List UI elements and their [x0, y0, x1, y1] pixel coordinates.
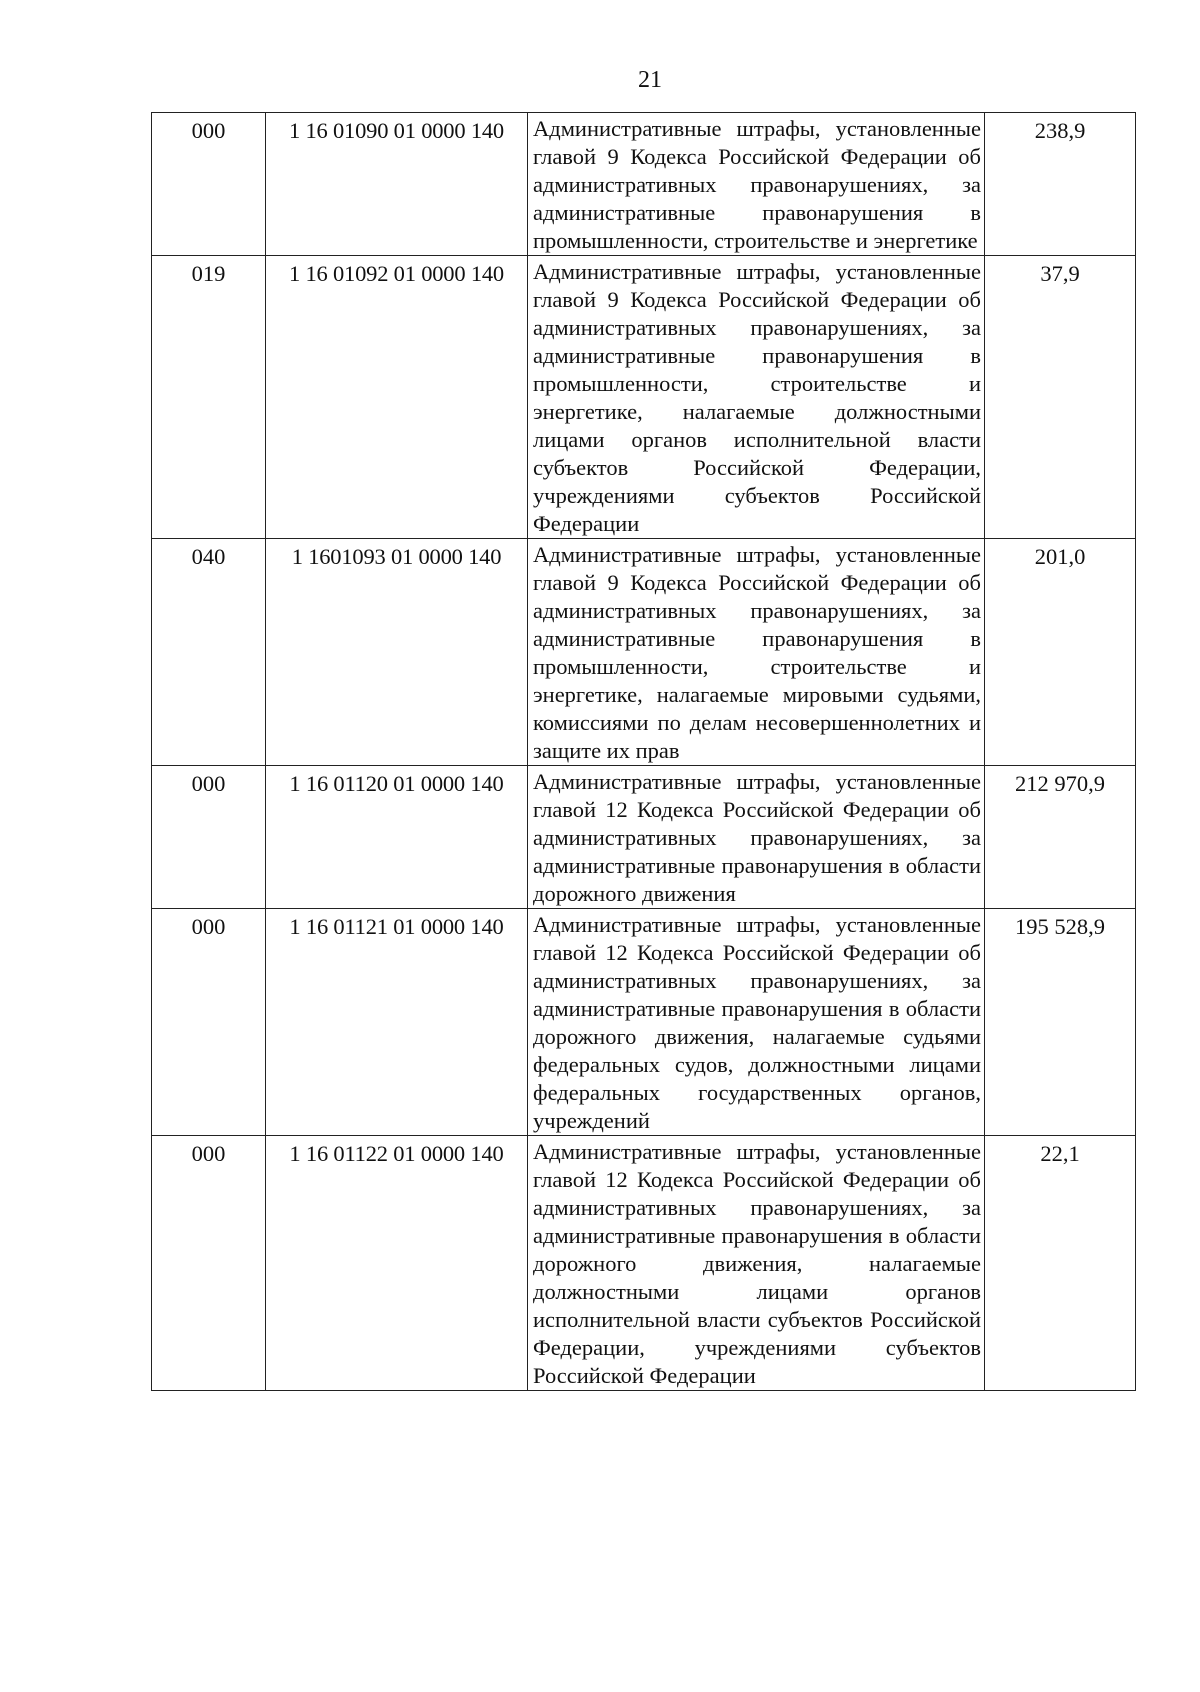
- admin-code-cell: 019: [152, 256, 266, 539]
- admin-code-cell: 040: [152, 539, 266, 766]
- amount-cell: 201,0: [985, 539, 1136, 766]
- amount-cell: 238,9: [985, 113, 1136, 256]
- amount-cell: 22,1: [985, 1136, 1136, 1391]
- kbk-code-cell: 1 16 01090 01 0000 140: [266, 113, 528, 256]
- description-cell: Административные штрафы, установленные главой 12 Кодекса Российской Федерации об административных правонарушениях, за административные правонарушения в области дорожного движения: [528, 766, 985, 909]
- table-row: [152, 256, 1136, 539]
- amount-cell: 212 970,9: [985, 766, 1136, 909]
- amount-cell: 195 528,9: [985, 909, 1136, 1136]
- description-cell: Административные штрафы, установленные главой 9 Кодекса Российской Федерации об административных правонарушениях, за административные правонарушения в промышленности, строительстве и энергетике: [528, 113, 985, 256]
- description-cell: Административные штрафы, установленные главой 12 Кодекса Российской Федерации об административных правонарушениях, за административные правонарушения в области дорожного движения, налагаемые должностными лицами органов исполнительной власти субъектов Российской Федерации, учреждениями субъектов Российской Федерации: [528, 1136, 985, 1391]
- table-row: [152, 909, 1136, 1136]
- admin-code-cell: 000: [152, 766, 266, 909]
- table-row: [152, 113, 1136, 256]
- admin-code-cell: 000: [152, 1136, 266, 1391]
- admin-code-cell: 000: [152, 113, 266, 256]
- page-number: 21: [638, 67, 662, 93]
- admin-code-cell: 000: [152, 909, 266, 1136]
- table-row: [152, 1136, 1136, 1391]
- description-cell: Административные штрафы, установленные главой 9 Кодекса Российской Федерации об административных правонарушениях, за административные правонарушения в промышленности, строительстве и энергетике, налагаемые должностными лицами органов исполнительной власти субъектов Российской Федерации, учреждениями субъектов Российской Федерации: [528, 256, 985, 539]
- kbk-code-cell: 1 1601093 01 0000 140: [266, 539, 528, 766]
- kbk-code-cell: 1 16 01092 01 0000 140: [266, 256, 528, 539]
- table-row: [152, 766, 1136, 909]
- revenue-table: [151, 112, 1136, 1391]
- kbk-code-cell: 1 16 01122 01 0000 140: [266, 1136, 528, 1391]
- table-row: [152, 539, 1136, 766]
- description-cell: Административные штрафы, установленные главой 12 Кодекса Российской Федерации об административных правонарушениях, за административные правонарушения в области дорожного движения, налагаемые судьями федеральных судов, должностными лицами федеральных государственных органов, учреждений: [528, 909, 985, 1136]
- kbk-code-cell: 1 16 01120 01 0000 140: [266, 766, 528, 909]
- amount-cell: 37,9: [985, 256, 1136, 539]
- kbk-code-cell: 1 16 01121 01 0000 140: [266, 909, 528, 1136]
- description-cell: Административные штрафы, установленные главой 9 Кодекса Российской Федерации об административных правонарушениях, за административные правонарушения в промышленности, строительстве и энергетике, налагаемые мировыми судьями, комиссиями по делам несовершеннолетних и защите их прав: [528, 539, 985, 766]
